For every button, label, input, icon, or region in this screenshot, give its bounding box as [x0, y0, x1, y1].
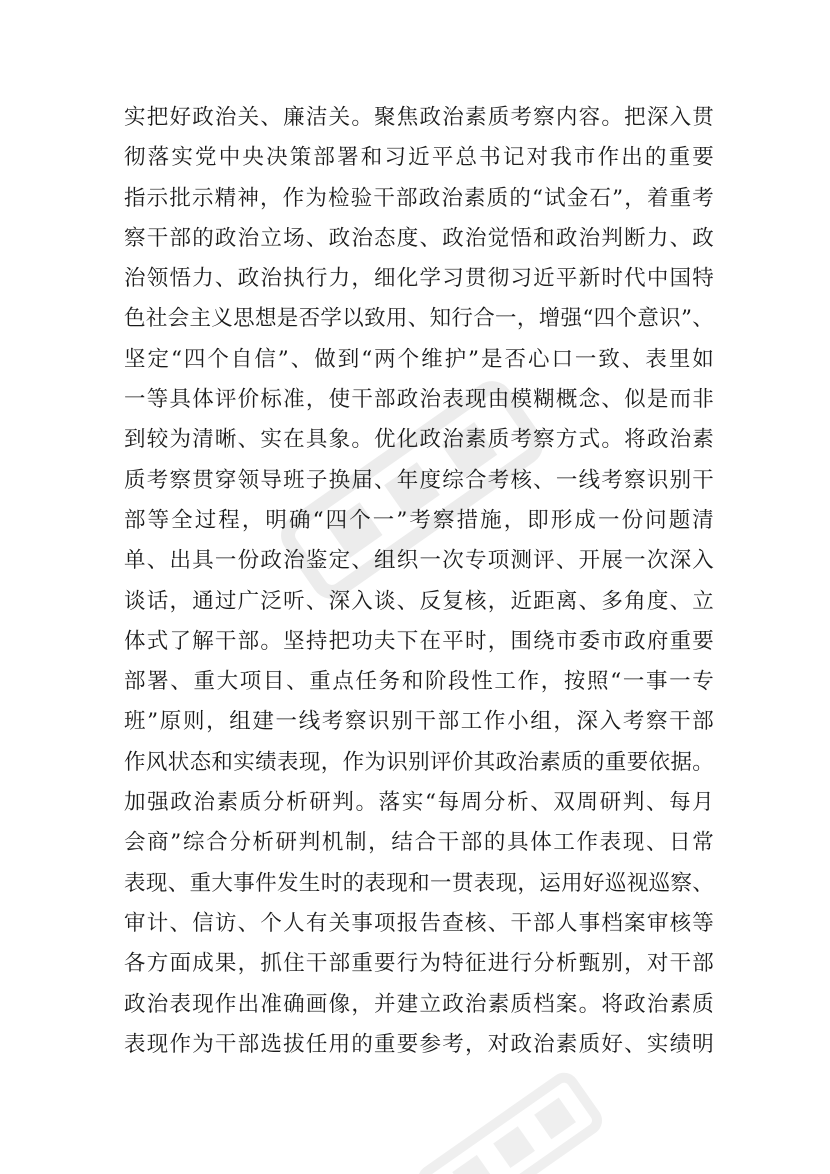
text-line: 体式了解干部。坚持把功夫下在平时，围绕市委市政府重要: [124, 628, 714, 654]
text-line: 表现、重大事件发生时的表现和一贯表现，运用好巡视巡察、: [124, 870, 714, 896]
text-line: 实把好政治关、廉洁关。聚焦政治素质考察内容。把深入贯: [124, 105, 714, 130]
text-line: 政治表现作出准确画像，并建立政治素质档案。将政治素质: [124, 991, 714, 1017]
text-line: 谈话，通过广泛听、深入谈、反复核，近距离、多角度、立: [124, 588, 714, 614]
text-line: 坚定“四个自信”、做到“两个维护”是否心口一致、表里如: [124, 346, 714, 372]
text-line: 加强政治素质分析研判。落实“每周分析、双周研判、每月: [124, 790, 714, 816]
body-paragraph: [124, 98, 714, 1065]
text-line: 彻落实党中央决策部署和习近平总书记对我市作出的重要: [124, 145, 714, 171]
text-line: 质考察贯穿领导班子换届、年度综合考核、一线考察识别干: [124, 467, 714, 493]
text-line: 作风状态和实绩表现，作为识别评价其政治素质的重要依据。: [124, 749, 714, 775]
text-line: 一等具体评价标准，使干部政治表现由模糊概念、似是而非: [124, 387, 714, 413]
text-line: 治领悟力、政治执行力，细化学习贯彻习近平新时代中国特: [124, 266, 714, 292]
text-line: 到较为清晰、实在具象。优化政治素质考察方式。将政治素: [124, 427, 714, 453]
text-line: 班”原则，组建一线考察识别干部工作小组，深入考察干部: [124, 709, 714, 735]
text-line: 表现作为干部选拔任用的重要参考，对政治素质好、实绩明: [124, 1031, 714, 1057]
text-line: 单、出具一份政治鉴定、组织一次专项测评、开展一次深入: [124, 548, 714, 574]
text-line: 部署、重大项目、重点任务和阶段性工作，按照“一事一专: [124, 669, 714, 695]
text-line: 会商”综合分析研判机制，结合干部的具体工作表现、日常: [124, 830, 714, 856]
text-line: 部等全过程，明确“四个一”考察措施，即形成一份问题清: [124, 507, 714, 533]
text-line: 色社会主义思想是否学以致用、知行合一，增强“四个意识”、: [124, 306, 714, 332]
text-line: 察干部的政治立场、政治态度、政治觉悟和政治判断力、政: [124, 225, 714, 251]
text-line: 各方面成果，抓住干部重要行为特征进行分析甄别，对干部: [124, 951, 714, 977]
text-line: 审计、信访、个人有关事项报告查核、干部人事档案审核等: [124, 910, 714, 936]
text-line: 指示批示精神，作为检验干部政治素质的“试金石”，着重考: [124, 185, 714, 211]
